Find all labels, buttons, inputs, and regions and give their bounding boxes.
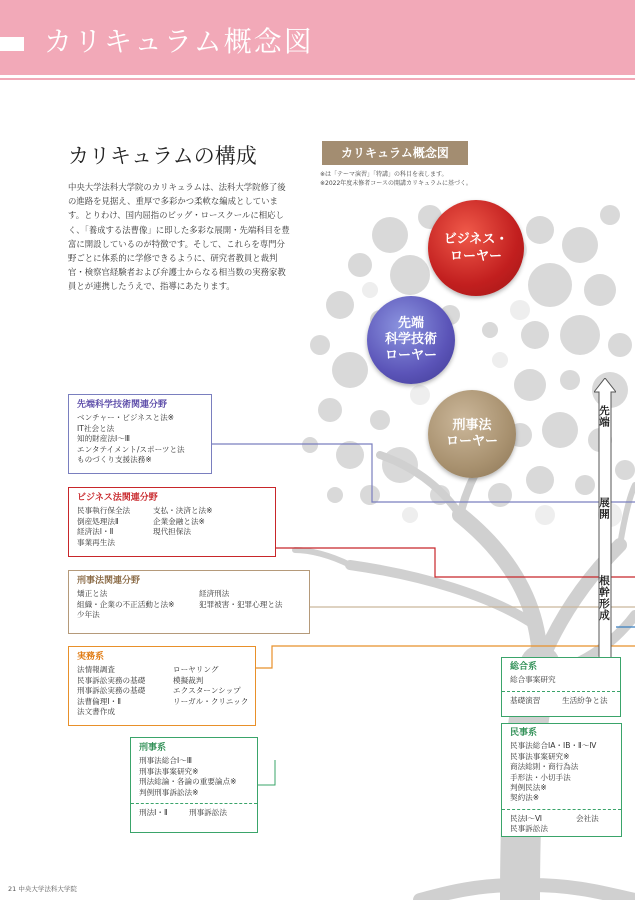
course-item: エクスターンシップ: [173, 686, 241, 696]
course-item: 判例刑事訴訟法※: [139, 787, 199, 797]
box-title: 民事系: [510, 728, 538, 738]
course-item: 支払・決済と法※: [153, 506, 213, 516]
course-item: 法情報調査: [77, 665, 115, 675]
course-item: 総合事案研究: [510, 675, 556, 685]
course-item: 企業金融と法※: [153, 516, 205, 526]
course-item: 倒産処理法Ⅱ: [77, 516, 119, 526]
stage-label-trunk: 根幹形成: [598, 575, 610, 621]
course-item: 経済刑法: [199, 589, 230, 599]
course-item: 経済法Ⅰ・Ⅱ: [77, 527, 114, 537]
stage-label-expansion: 展開: [598, 497, 610, 520]
section-title: カリキュラムの構成: [68, 144, 257, 168]
circle-label: ビジネス・: [443, 232, 509, 247]
business-law-field-box: [68, 487, 276, 557]
course-item: リーガル・クリニック: [173, 696, 249, 706]
circle-label: 先端: [397, 316, 424, 331]
circle-label: ローヤー: [445, 434, 498, 449]
dashed-divider: [131, 803, 257, 804]
course-item: 刑法Ⅰ・Ⅱ: [139, 808, 168, 818]
circle-label: ローヤー: [384, 348, 437, 363]
course-item: 刑法総論・各論の重要論点※: [139, 777, 237, 787]
course-item: 刑事訴訟法: [189, 808, 227, 818]
course-item: 判例民法※: [510, 783, 547, 793]
course-item: 民事執行保全法: [77, 506, 131, 516]
criminal-law-box: [130, 737, 258, 833]
course-item: 少年法: [77, 610, 100, 620]
box-title: ビジネス法関連分野: [77, 493, 158, 503]
page-footer: 21 中央大学法科大学院: [8, 885, 77, 893]
general-field-box: [501, 657, 621, 717]
course-item: ものづくり支援法務※: [77, 455, 152, 465]
course-item: 民事訴訟実務の基礎: [77, 675, 146, 685]
course-item: 民事法総合ⅠA・ⅠB・Ⅱ～Ⅳ: [510, 741, 597, 751]
course-item: 知的財産法Ⅰ～Ⅲ: [77, 434, 131, 444]
course-item: 民事法事案研究※: [510, 751, 570, 761]
box-title: 総合系: [510, 662, 538, 672]
course-item: IT社会と法: [77, 423, 115, 433]
box-title: 実務系: [77, 652, 105, 662]
course-item: 基礎演習: [510, 695, 541, 705]
course-item: エンタテイメント/スポーツと法: [77, 444, 185, 454]
course-item: 商法総則・商行為法: [510, 762, 579, 772]
criminal-lawyer-circle: [428, 390, 516, 478]
course-item: 犯罪被害・犯罪心理と法: [199, 599, 283, 609]
business-lawyer-circle: [428, 200, 524, 296]
course-item: 現代担保法: [153, 527, 191, 537]
course-item: 生活紛争と法: [562, 695, 608, 705]
box-title: 先端科学技術関連分野: [77, 400, 168, 410]
dashed-divider: [502, 691, 620, 692]
box-title: 刑事法関連分野: [77, 576, 141, 586]
course-item: 刑事法総合Ⅰ～Ⅲ: [139, 756, 193, 766]
course-item: ベンチャー・ビジネスと法※: [77, 413, 175, 423]
criminal-law-field-box: [68, 570, 310, 634]
criminal-law-connector: [258, 760, 275, 785]
course-item: 会社法: [576, 813, 599, 823]
course-item: 刑事法事案研究※: [139, 766, 199, 776]
course-item: 手形法・小切手法: [510, 772, 571, 782]
course-item: 法曹倫理Ⅰ・Ⅱ: [77, 696, 121, 706]
civil-law-box: [501, 723, 622, 837]
concept-badge: カリキュラム概念図: [322, 141, 468, 165]
course-item: 模擬裁判: [173, 675, 204, 685]
concept-notes: [320, 170, 472, 188]
course-item: 組織・企業の不正活動と法※: [77, 599, 175, 609]
course-item: 事業再生法: [77, 537, 115, 547]
stage-label-advanced: 先端: [598, 405, 610, 428]
box-title: 刑事系: [139, 743, 167, 753]
header-divider: [0, 78, 635, 80]
course-item: 矯正と法: [77, 589, 108, 599]
note-line: ※2022年度未修者コースの開講カリキュラムに基づく。: [320, 180, 472, 187]
circle-label: ローヤー: [449, 249, 502, 264]
dashed-divider: [502, 809, 621, 810]
page-title: カリキュラム概念図: [44, 25, 314, 58]
note-line: ※は「テーマ演習」「特講」の科目を表します。: [320, 171, 448, 178]
advanced-tech-lawyer-circle: [367, 296, 455, 384]
course-item: 法文書作成: [77, 707, 115, 717]
course-item: 契約法※: [510, 793, 540, 803]
practice-field-box: [68, 646, 256, 726]
course-item: 民事訴訟法: [510, 824, 548, 834]
course-item: 民法Ⅰ～Ⅵ: [510, 813, 543, 823]
circle-label: 刑事法: [452, 418, 492, 433]
header-accent-bar: [0, 37, 24, 51]
intro-paragraph: 中央大学法科大学院のカリキュラムは、法科大学院修了後の進路を見据え、重厚で多彩かつ柔軟な編成としています。とりわけ、国内屈指のビッグ・ロースクールに相応しく、「養成する法曹像」に即した多彩な展開・先端科目を豊富に開設しているのが特徴です。そして、これらを専門分野ごとに体系的に学修できるように、研究者教員と裁判官・検察官経験者および弁護士からなる相当数の実務家教員とが連携したうえで、指導にあたります。: [68, 182, 290, 292]
advanced-tech-field-box: [68, 394, 212, 474]
circle-label: 科学技術: [384, 332, 437, 347]
course-item: 刑事訴訟実務の基礎: [77, 686, 146, 696]
course-item: ローヤリング: [173, 665, 219, 675]
